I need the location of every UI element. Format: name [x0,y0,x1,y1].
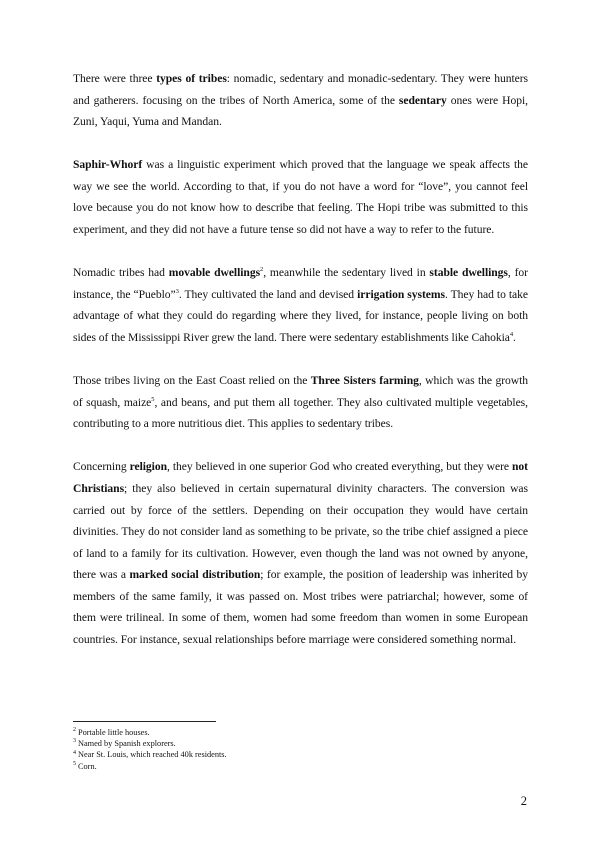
text-run: , for instance, the “Pueblo” [73,266,528,301]
body-text [73,68,528,672]
footnote-number: 2 [73,727,76,734]
text-run: . They cultivated the land and devised [178,287,358,301]
text-run: . [513,330,516,344]
footnote-text: Near St. Louis, which reached 40k residents. [78,750,227,760]
bold-term: types of tribes [156,72,227,85]
bold-term: sedentary [398,93,447,107]
text-run: ; for example, the position of leadership was inherited by members of the same family, it was passed on. Most tribes were patriarchal; however, some of them were trilineal. In some of them, women had some freedom than women in some European countries. For instance, sexual relationships before marriage were considered something normal. [73,568,528,647]
paragraph-saphir-whorf [73,154,528,240]
bold-term: religion [129,460,167,474]
text-run: was a linguistic experiment which proved that the language we speak affects the way we see the world. According to that, if you do not have a word for “love”, you cannot feel love because you do not know how to describe that feeling. The Hopi tribe was submitted to this experiment, and they did not have a future tense so did not have a way to refer to the future. [73,158,528,237]
footnote-reference: 3 [175,287,179,295]
footnote [73,761,528,772]
footnote-text: Corn. [78,761,97,771]
footnote-text: Portable little houses. [78,728,150,737]
bold-term: Saphir-Whorf [73,158,143,172]
text-run: Those tribes living on the East Coast relied on the [73,374,311,388]
footnote-reference: 5 [151,395,155,403]
text-run: , which was the growth of squash, maize [73,374,528,409]
footnote-separator [73,721,216,722]
footnote-number: 4 [73,749,76,756]
bold-term: stable dwellings [429,266,508,280]
footnote [73,749,528,760]
text-run: There were three [73,72,157,85]
footnote-reference: 2 [260,266,264,274]
bold-term: not Christians [73,460,528,495]
bold-term: movable dwellings [168,266,261,280]
text-run: . They had to take advantage of what they could do regarding where they lived, for instance, people living on both sides of the Mississippi River grew the land. There were sedentary establishments like Cahokia [73,287,528,344]
text-run: , and beans, and put them all together. They also cultivated multiple vegetables, contributing to a more nutritious diet. This applies to sedentary tribes. [73,395,528,431]
bold-term: Three Sisters farming [310,374,419,388]
paragraph-tribe-types [73,68,528,133]
text-run: : nomadic, sedentary and monadic-sedentary. They were hunters and gatherers. focusing on the tribes of North America, some of the [73,72,528,107]
text-run: , meanwhile the sedentary lived in [263,266,430,280]
footnote-text: Named by Spanish explorers. [78,739,176,749]
text-run: Nomadic tribes had [73,266,169,280]
footnotes [73,727,528,772]
text-run: , they believed in one superior God who created everything, but they were [166,460,513,474]
paragraph-religion [73,456,528,650]
footnote [73,738,528,749]
footnote-number: 5 [73,760,76,767]
footnote-number: 3 [73,738,76,745]
page-number: 2 [520,794,527,808]
bold-term: irrigation systems [357,287,445,301]
text-run: ; they also believed in certain supernatural divinity characters. The conversion was carried out by force of the settlers. Depending on their occupation they would have certain divinities. They do not consider land as something to be private, so the tribe chief assigned a piece of land to a family for its cultivation. However, even though the land was not owned by anyone, there was a [73,481,528,582]
footnote-reference: 4 [509,331,514,339]
bold-term: marked social distribution [129,568,261,582]
text-run: ones were Hopi, Zuni, Yaqui, Yuma and Mandan. [73,93,528,129]
text-run: Concerning [73,460,130,474]
paragraph-dwellings [73,262,528,348]
paragraph-three-sisters [73,370,528,435]
footnote [73,727,528,738]
